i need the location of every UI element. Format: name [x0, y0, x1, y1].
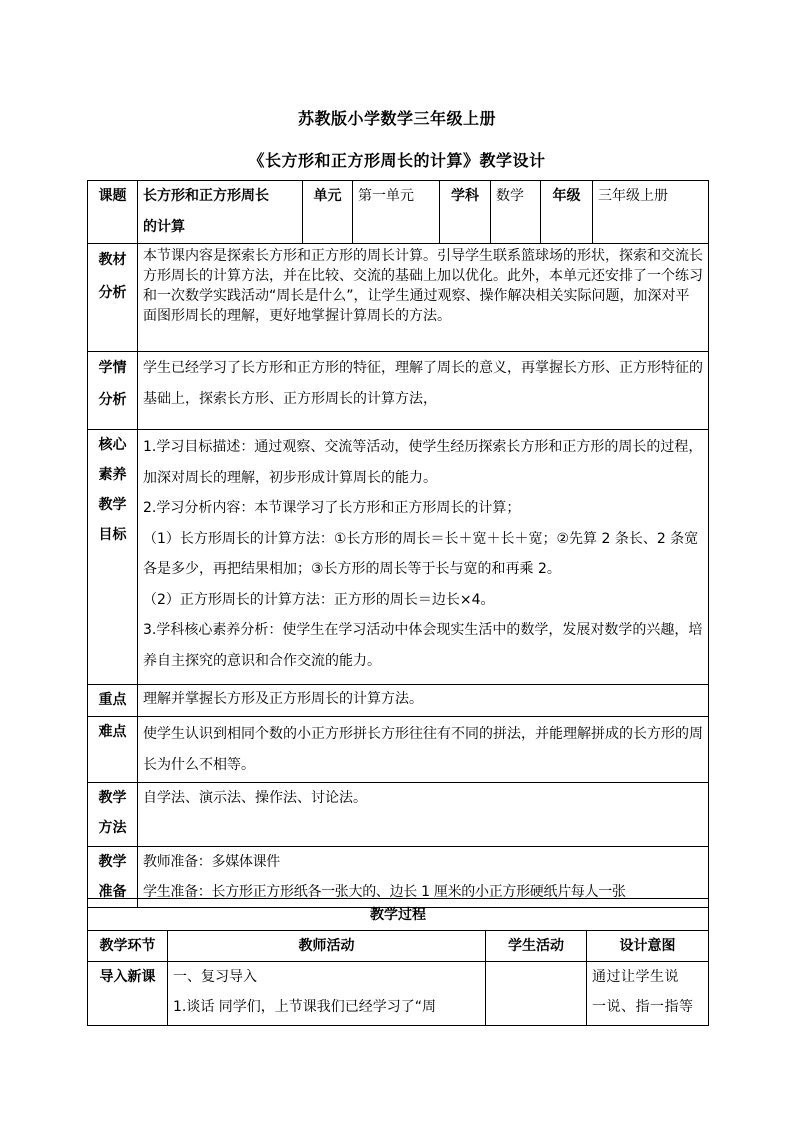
label-key-point: 重点 — [88, 685, 138, 717]
label-line-1: 教材 — [98, 252, 127, 268]
label-textbook-analysis — [88, 244, 138, 352]
col-header-teacher: 教师活动 — [168, 931, 486, 962]
teacher-line-2: 1.谈话 同学们，上节课我们已经学习了“周 — [173, 999, 437, 1015]
value-unit: 第一单元 — [353, 181, 440, 244]
row-key-point — [88, 685, 709, 717]
objective-paragraph-4: （2）正方形周长的计算方法：正方形的周长＝边长×4。 — [143, 591, 495, 608]
process-title-row — [88, 899, 709, 931]
teacher-line-1: 一、复习导入 — [173, 969, 257, 985]
label-unit: 单元 — [303, 181, 353, 244]
row-textbook-analysis — [88, 244, 709, 352]
objective-paragraph-5: 3.学科核心素养分析：使学生在学习活动中体会现实生活中的数学，发展对数学的兴趣，培养自主探究的意识和合作交流的能力。 — [143, 622, 703, 669]
label-line-1: 教学 — [98, 790, 127, 806]
process-header-row — [88, 931, 709, 962]
label-topic: 课题 — [88, 181, 138, 244]
value-student-analysis: 学生已经学习了长方形和正方形的特征，理解了周长的意义，再掌握长方形、正方形特征的基础上，探索长方形、正方形周长的计算方法， — [138, 352, 709, 430]
table-row — [88, 962, 709, 1026]
teacher-preparation: 教师准备：多媒体课件 — [143, 854, 280, 870]
label-line-2: 分析 — [98, 392, 127, 408]
teaching-process-table — [87, 898, 709, 1026]
label-core-objectives — [88, 430, 138, 685]
row-difficulty — [88, 717, 709, 783]
document-title: 苏教版小学数学三年级上册 — [297, 109, 496, 128]
intent-line-1: 通过让学生说 — [592, 969, 679, 985]
teacher-activity-cell — [168, 962, 486, 1026]
document-subtitle: 《长方形和正方形周长的计算》教学设计 — [248, 151, 546, 170]
objective-paragraph-2: 2.学习分析内容：本节课学习了长方形和正方形周长的计算； — [143, 500, 521, 516]
col-header-intent: 设计意图 — [587, 931, 709, 962]
student-activity-cell — [486, 962, 587, 1026]
row-topic — [88, 181, 709, 244]
label-line-1: 学情 — [98, 360, 127, 376]
topic-line-1: 长方形和正方形周长 — [143, 188, 269, 204]
label-subject: 学科 — [440, 181, 491, 244]
label-student-analysis — [88, 352, 138, 430]
value-core-objectives — [138, 430, 709, 685]
value-topic — [138, 181, 303, 244]
value-key-point: 理解并掌握长方形及正方形周长的计算方法。 — [138, 685, 709, 717]
label-line-1: 核心 — [98, 437, 127, 453]
label-line-2: 素养 — [98, 467, 127, 483]
row-core-objectives — [88, 430, 709, 685]
value-subject: 数学 — [491, 181, 541, 244]
objective-paragraph-1: 1.学习目标描述：通过观察、交流等活动，使学生经历探索长方形和正方形的周长的过程，加深对周长的理解，初步形成计算周长的能力。 — [143, 439, 703, 486]
label-line-3: 教学 — [98, 497, 127, 513]
label-method — [88, 783, 138, 847]
label-line-2: 方法 — [98, 820, 127, 836]
label-line-1: 教学 — [98, 854, 127, 870]
row-method — [88, 783, 709, 847]
objective-paragraph-3: （1）长方形周长的计算方法：①长方形的周长＝长＋宽＋长＋宽；②先算 2 条长、2 条宽各是多少，再把结果相加；③长方形的周长等于长与宽的和再乘 2。 — [143, 530, 699, 577]
col-header-student: 学生活动 — [486, 931, 587, 962]
row-student-analysis — [88, 352, 709, 430]
value-textbook-analysis: 本节课内容是探索长方形和正方形的周长计算。引导学生联系篮球场的形状，探索和交流长方形周长的计算方法，并在比较、交流的基础上加以优化。此外，本单元还安排了一个练习和一次数学实践活动“周长是什么”，让学生通过观察、操作解决相关实际问题，加深对平面图形周长的理解，更好地掌握计算周长的方法。 — [138, 244, 709, 352]
intent-line-2: 一说、指一指等 — [592, 999, 694, 1015]
label-line-2: 准备 — [98, 884, 127, 900]
label-line-4: 目标 — [98, 527, 127, 543]
value-method: 自学法、演示法、操作法、讨论法。 — [138, 783, 709, 847]
value-grade: 三年级上册 — [593, 181, 709, 244]
stage-cell: 导入新课 — [88, 962, 168, 1026]
process-title: 教学过程 — [88, 899, 709, 931]
label-grade: 年级 — [541, 181, 593, 244]
student-preparation: 学生准备：长方形正方形纸各一张大的、边长 1 厘米的小正方形硬纸片每人一张 — [143, 884, 626, 900]
design-intent-cell — [587, 962, 709, 1026]
topic-line-2: 的计算 — [143, 219, 185, 235]
label-difficulty: 难点 — [88, 717, 138, 783]
label-line-2: 分析 — [98, 285, 127, 301]
value-difficulty: 使学生认识到相同个数的小正方形拼长方形往往有不同的拼法，并能理解拼成的长方形的周长为什么不相等。 — [138, 717, 709, 783]
col-header-stage: 教学环节 — [88, 931, 168, 962]
lesson-info-table — [87, 180, 709, 908]
